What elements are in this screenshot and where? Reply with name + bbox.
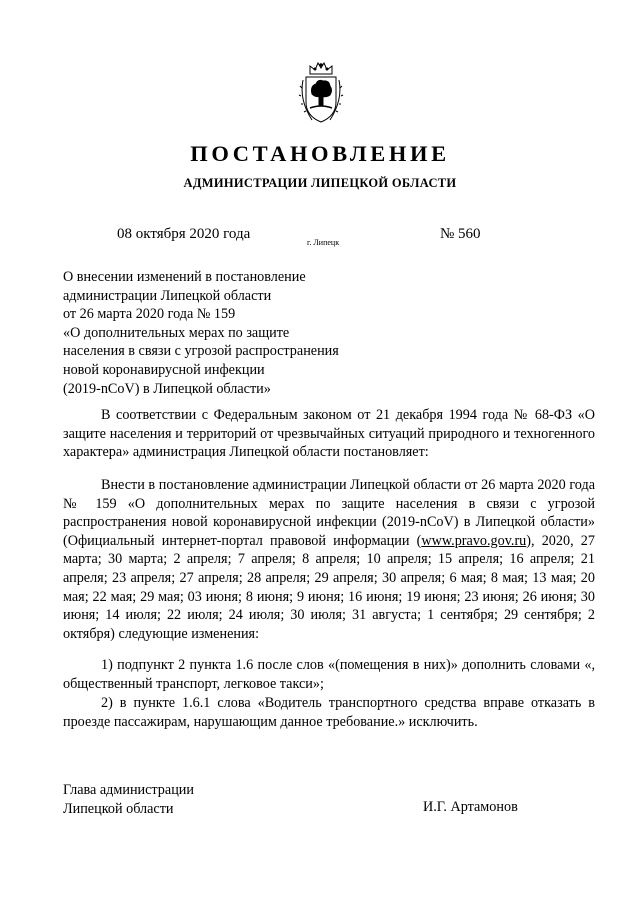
pravo-gov-link[interactable]: www.pravo.gov.ru (421, 532, 527, 549)
document-city: г. Липецк (307, 238, 340, 247)
preamble-paragraph: В соответствии с Федеральным законом от 21 декабря 1994 года № 68-ФЗ «О защите населения и территорий от чрезвычайных ситуаций природного и техногенного характера» администрация Липецкой области постановляет: (63, 407, 595, 461)
document-subject (63, 268, 423, 398)
subject-line: новой коронавирусной инфекции (63, 361, 265, 378)
resolution-text: Внести в постановление администрации Липецкой области от 26 марта 2020 года № 159 «О дополнительных мерах по защите населения в связи с угрозой распространения новой коронавирусной инфекции (2019-nCoV) в Липецкой области» (Официальный интернет-портал правовой информации ( (63, 477, 595, 549)
subject-line: «О дополнительных мерах по защите (63, 324, 290, 341)
subject-line: (2019-nCoV) в Липецкой области» (63, 380, 271, 397)
resolution-text-continued: ), 2020, 27 марта; 30 марта; 2 апреля; 7 апреля; 8 апреля; 10 апреля; 15 апреля; 16 апреля; 21 апреля; 23 апреля; 27 апреля; 28 апреля; 29 апреля; 30 апреля; 6 мая; 8 мая; 13 мая; 20 мая; 22 мая; 29 мая; 03 июня; 8 июня; 9 июня; 16 июня; 19 июня; 23 июня; 26 июня; 30 июня; 14 июля; 22 июля; 24 июля; 30 июля; 31 августа; 1 сентября; 29 сентября; 2 октября) следующие изменения: (63, 532, 595, 642)
document-number: № 560 (440, 226, 481, 242)
signatory-position-line: Липецкой области (63, 800, 174, 817)
document-title: ПОСТАНОВЛЕНИЕ (190, 141, 450, 166)
resolution-paragraph (63, 476, 595, 643)
signatory-name: И.Г. Артамонов (423, 799, 518, 815)
subject-line: администрации Липецкой области (63, 287, 272, 304)
coat-of-arms-emblem (298, 60, 344, 126)
subject-line: населения в связи с угрозой распространения (63, 343, 339, 360)
subject-line: О внесении изменений в постановление (63, 269, 306, 285)
signatory-position-line: Глава администрации (63, 782, 194, 798)
amendment-item-2: 2) в пункте 1.6.1 слова «Водитель транспортного средства вправе отказать в проезде пассажирам, нарушающим данное требование.» исключить. (63, 695, 595, 730)
signatory-position (63, 781, 194, 818)
amendment-item-1: 1) подпункт 2 пункта 1.6 после слов «(помещения в них)» дополнить словами «, общественный транспорт, легковое такси»; (63, 657, 595, 692)
document-date: 08 октября 2020 года (117, 226, 251, 242)
issuing-authority: АДМИНИСТРАЦИИ ЛИПЕЦКОЙ ОБЛАСТИ (183, 176, 457, 190)
subject-line: от 26 марта 2020 года № 159 (63, 306, 236, 323)
